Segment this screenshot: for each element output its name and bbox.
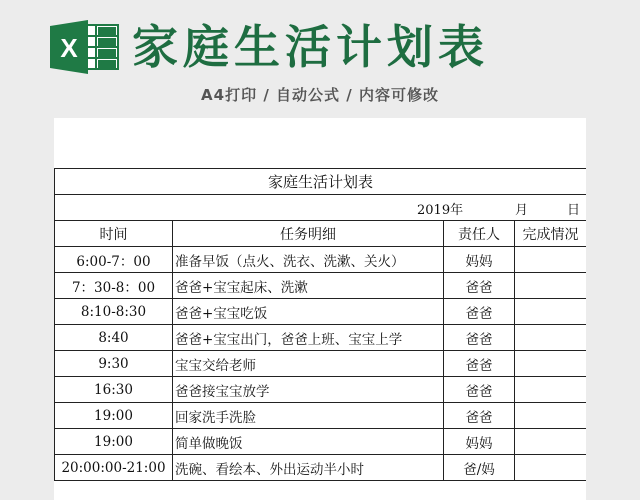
status-cell[interactable] [515, 273, 587, 299]
person-cell[interactable]: 爸爸 [444, 403, 515, 429]
time-cell[interactable]: 19:00 [55, 403, 173, 429]
time-cell[interactable]: 16:30 [55, 377, 173, 403]
task-cell[interactable]: 简单做晚饭 [173, 429, 444, 455]
task-cell[interactable]: 爸爸接宝宝放学 [173, 377, 444, 403]
column-header-status: 完成情况 [515, 221, 587, 247]
person-cell[interactable]: 爸爸 [444, 273, 515, 299]
person-cell[interactable]: 爸爸 [444, 351, 515, 377]
time-cell[interactable]: 8:10-8:30 [55, 299, 173, 325]
status-cell[interactable] [515, 377, 587, 403]
date-month: 月 [515, 203, 529, 218]
status-cell[interactable] [515, 403, 587, 429]
table-row [55, 377, 587, 403]
date-day: 日 [567, 203, 581, 218]
status-cell[interactable] [515, 299, 587, 325]
status-cell[interactable] [515, 325, 587, 351]
task-cell[interactable]: 准备早饭（点火、洗衣、洗漱、关火） [173, 247, 444, 273]
status-cell[interactable] [515, 247, 587, 273]
date-year: 2019年 [417, 203, 464, 218]
excel-icon [50, 20, 120, 74]
time-cell[interactable]: 8:40 [55, 325, 173, 351]
task-cell[interactable]: 宝宝交给老师 [173, 351, 444, 377]
person-cell[interactable]: 爸/妈 [444, 455, 515, 481]
status-cell[interactable] [515, 351, 587, 377]
time-cell[interactable]: 9:30 [55, 351, 173, 377]
table-row [55, 429, 587, 455]
table-row [55, 299, 587, 325]
page-subtitle: A4打印 / 自动公式 / 内容可修改 [201, 86, 439, 104]
page-title: 家庭生活计划表 [132, 20, 489, 74]
person-cell[interactable]: 爸爸 [444, 377, 515, 403]
table-row [55, 247, 587, 273]
page-header [0, 0, 640, 118]
task-cell[interactable]: 爸爸+宝宝吃饭 [173, 299, 444, 325]
column-header-person: 责任人 [444, 221, 515, 247]
person-cell[interactable]: 爸爸 [444, 325, 515, 351]
task-cell[interactable]: 回家洗手洗脸 [173, 403, 444, 429]
column-header-time: 时间 [55, 221, 173, 247]
status-cell[interactable] [515, 455, 587, 481]
time-cell[interactable]: 20:00:00-21:00 [55, 455, 173, 481]
plan-table [54, 168, 586, 481]
column-header-task: 任务明细 [173, 221, 444, 247]
time-cell[interactable]: 19:00 [55, 429, 173, 455]
task-cell[interactable]: 爸爸+宝宝出门，爸爸上班、宝宝上学 [173, 325, 444, 351]
table-row [55, 325, 587, 351]
table-row [55, 455, 587, 481]
excel-logo-letter: X [60, 33, 78, 63]
table-header-row [55, 221, 587, 247]
table-title-row [55, 169, 587, 195]
table-row [55, 351, 587, 377]
person-cell[interactable]: 爸爸 [444, 299, 515, 325]
time-cell[interactable]: 6:00-7：00 [55, 247, 173, 273]
table-row [55, 403, 587, 429]
time-cell[interactable]: 7：30-8：00 [55, 273, 173, 299]
person-cell[interactable]: 妈妈 [444, 429, 515, 455]
task-cell[interactable]: 洗碗、看绘本、外出运动半小时 [173, 455, 444, 481]
status-cell[interactable] [515, 429, 587, 455]
person-cell[interactable]: 妈妈 [444, 247, 515, 273]
table-title: 家庭生活计划表 [55, 169, 587, 195]
table-row [55, 273, 587, 299]
task-cell[interactable]: 爸爸+宝宝起床、洗漱 [173, 273, 444, 299]
date-row [55, 195, 587, 221]
spreadsheet-page [54, 118, 586, 500]
